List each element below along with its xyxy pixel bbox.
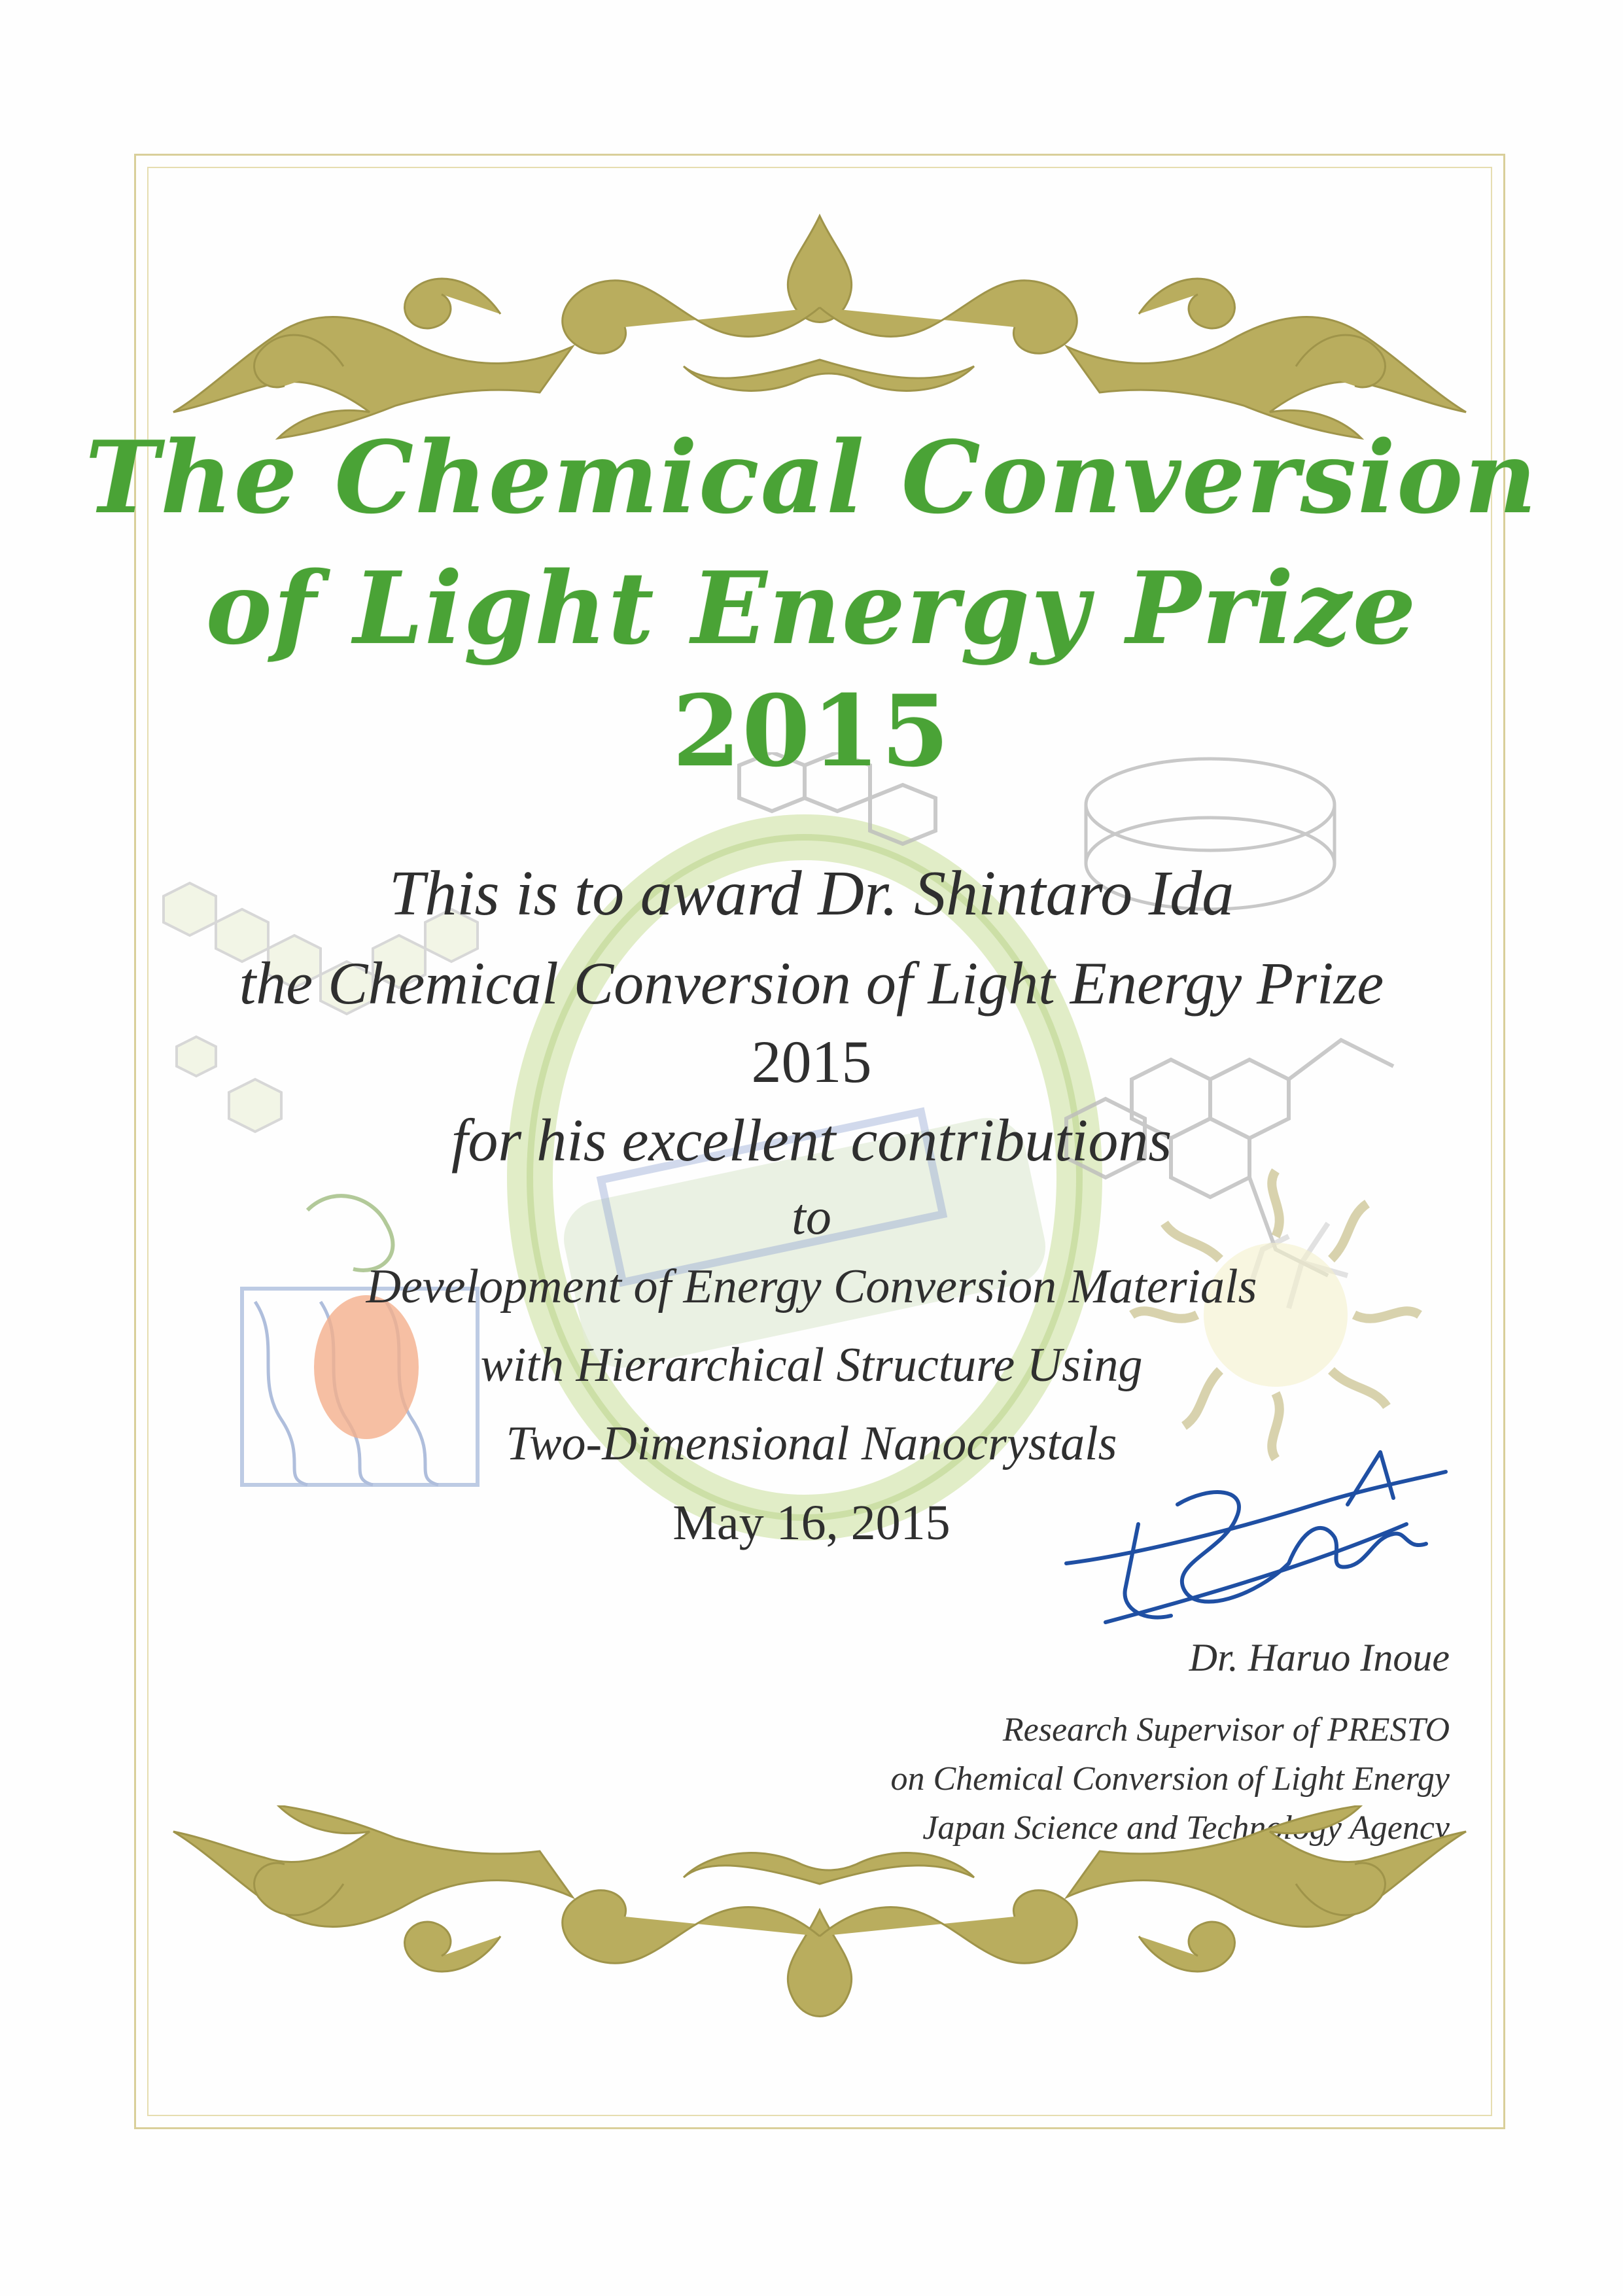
signatory-role-line3: Japan Science and Technology Agency <box>922 1809 1450 1847</box>
award-year: 2015 <box>751 1028 872 1095</box>
award-topic-line2: with Hierarchical Structure Using <box>480 1338 1143 1392</box>
signatory-role-line2: on Chemical Conversion of Light Energy <box>890 1760 1450 1798</box>
signatory-name: Dr. Haruo Inoue <box>1189 1636 1450 1679</box>
award-topic-line1: Development of Energy Conversion Materials <box>366 1260 1257 1313</box>
signatory-role-line1: Research Supervisor of PRESTO <box>1002 1711 1450 1748</box>
prize-title-year: 2015 <box>672 674 951 789</box>
award-prize-line: the Chemical Conversion of Light Energy Prize <box>239 950 1384 1017</box>
bottom-scroll-ornament <box>147 1805 1492 2080</box>
award-reason-line: for his excellent contributions <box>451 1107 1172 1174</box>
award-reason-to: to <box>792 1188 831 1245</box>
handwritten-signature <box>1040 1426 1472 1642</box>
prize-title-line2: of Light Energy Prize <box>205 549 1418 667</box>
prize-title-line1: The Chemical Conversion <box>85 419 1538 536</box>
award-topic-line3: Two-Dimensional Nanocrystals <box>506 1417 1117 1470</box>
award-recipient-line: This is to award Dr. Shintaro Ida <box>389 858 1234 929</box>
award-date: May 16, 2015 <box>672 1495 951 1550</box>
